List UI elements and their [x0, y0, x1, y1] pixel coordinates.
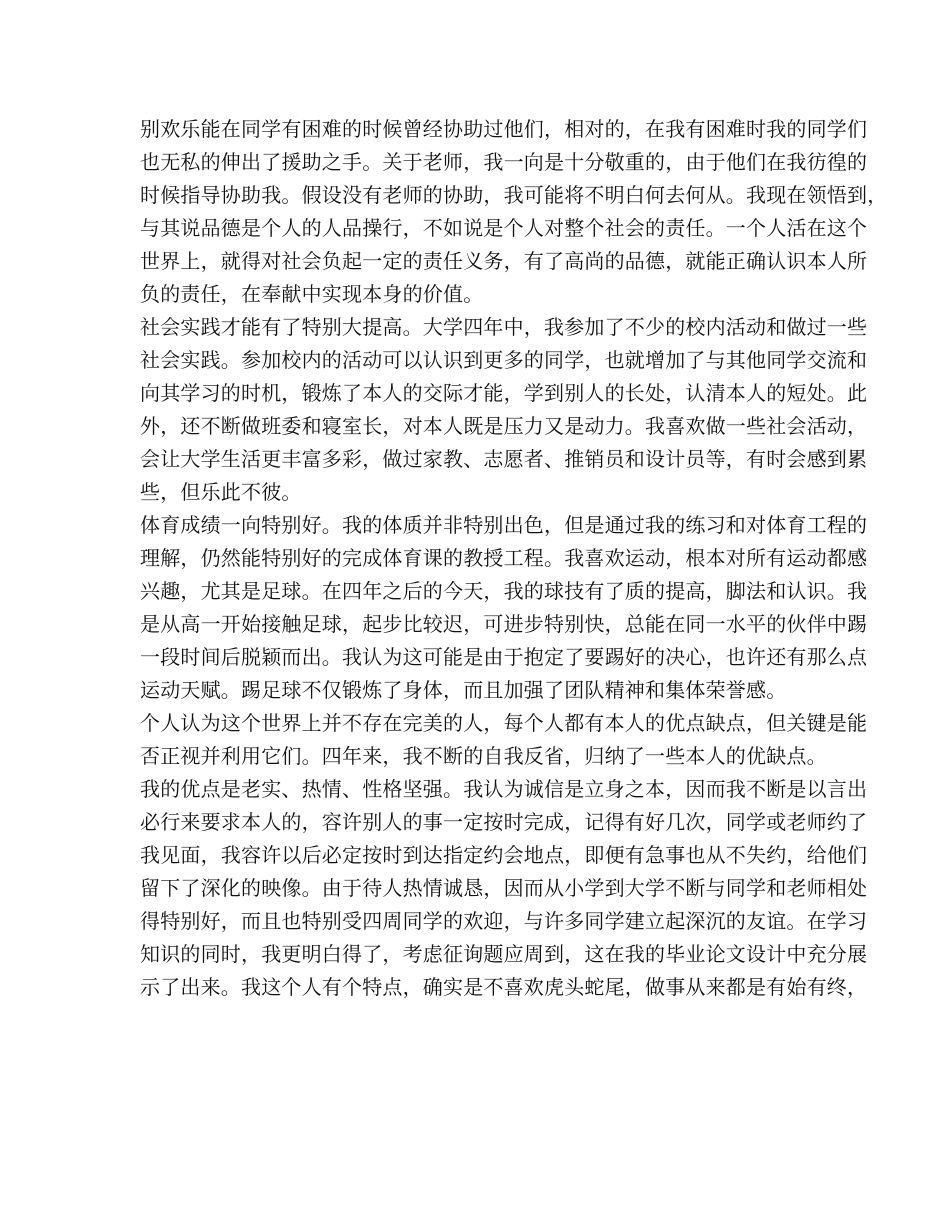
text-line-15: 兴趣，尤其是足球。在四年之后的今天，我的球技有了质的提高，脚法和认识。我: [140, 579, 868, 603]
text-line-10: 外，还不断做班委和寝室长，对本人既是压力又是动力。我喜欢做一些社会活动，: [140, 414, 868, 438]
text-line-21: 我的优点是老实、热情、性格坚强。我认为诚信是立身之本，因而我不断是以言出: [140, 777, 868, 801]
text-line-5: 世界上，就得对社会负起一定的责任义务，有了高尚的品德，就能正确认识本人所: [140, 249, 868, 273]
text-line-8: 社会实践。参加校内的活动可以认识到更多的同学，也就增加了与其他同学交流和: [140, 348, 868, 372]
text-line-1: 别欢乐能在同学有困难的时候曾经协助过他们，相对的，在我有困难时我的同学们: [140, 117, 868, 141]
text-line-20: 否正视并利用它们。四年来，我不断的自我反省，归纳了一些本人的优缺点。: [140, 744, 827, 768]
text-line-26: 知识的同时，我更明白得了，考虑征询题应周到，这在我的毕业论文设计中充分展: [140, 942, 868, 966]
text-line-19: 个人认为这个世界上并不存在完美的人，每个人都有本人的优点缺点，但关键是能: [140, 711, 868, 735]
text-line-23: 我见面，我容许以后必定按时到达指定约会地点，即便有急事也从不失约，给他们: [140, 843, 868, 867]
text-line-17: 一段时间后脱颖而出。我认为这可能是由于抱定了要踢好的决心，也许还有那么点: [140, 645, 868, 669]
text-line-11: 会让大学生活更丰富多彩，做过家教、志愿者、推销员和设计员等，有时会感到累: [140, 447, 868, 471]
text-line-4: 与其说品德是个人的人品操行，不如说是个人对整个社会的责任。一个人活在这个: [140, 216, 868, 240]
text-line-13: 体育成绩一向特别好。我的体质并非特别出色，但是通过我的练习和对体育工程的: [140, 513, 868, 537]
text-line-14: 理解，仍然能特别好的完成体育课的教授工程。我喜欢运动，根本对所有运动都感: [140, 546, 868, 570]
text-line-9: 向其学习的时机，锻炼了本人的交际才能，学到别人的长处，认清本人的短处。此: [140, 381, 868, 405]
text-line-24: 留下了深化的映像。由于待人热情诚恳，因而从小学到大学不断与同学和老师相处: [140, 876, 868, 900]
text-line-25: 得特别好，而且也特别受四周同学的欢迎，与许多同学建立起深沉的友谊。在学习: [140, 909, 868, 933]
text-line-16: 是从高一开始接触足球，起步比较迟，可进步特别快，总能在同一水平的伙伴中踢: [140, 612, 868, 636]
text-line-12: 些，但乐此不彼。: [140, 480, 302, 504]
text-line-2: 也无私的伸出了援助之手。关于老师，我一向是十分敬重的，由于他们在我彷徨的: [140, 150, 868, 174]
text-line-6: 负的责任，在奉献中实现本身的价值。: [140, 282, 484, 306]
text-line-18: 运动天赋。踢足球不仅锻炼了身体，而且加强了团队精神和集体荣誉感。: [140, 678, 787, 702]
document-body: [140, 113, 888, 1004]
text-line-3: 时候指导协助我。假设没有老师的协助，我可能将不明白何去何从。我现在领悟到，: [140, 183, 888, 207]
text-line-22: 必行来要求本人的，容许别人的事一定按时完成，记得有好几次，同学或老师约了: [140, 810, 868, 834]
text-line-27: 示了出来。我这个人有个特点，确实是不喜欢虎头蛇尾，做事从来都是有始有终，: [140, 975, 868, 999]
text-line-7: 社会实践才能有了特别大提高。大学四年中，我参加了不少的校内活动和做过一些: [140, 315, 868, 339]
